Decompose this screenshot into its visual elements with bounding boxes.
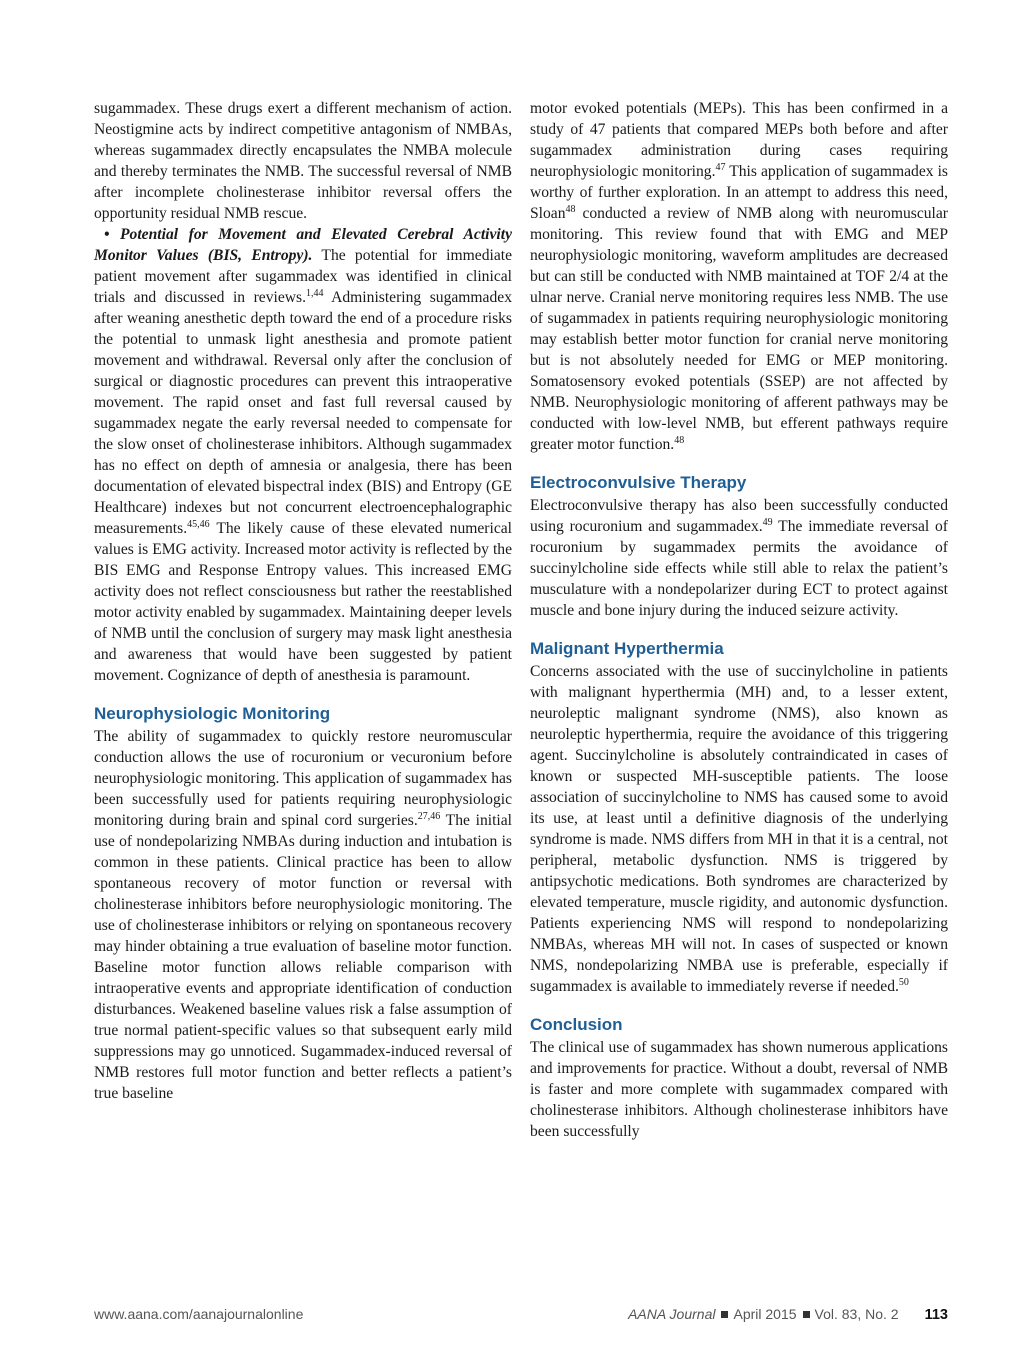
volume-info: Vol. 83, No. 2 <box>814 1306 899 1322</box>
paragraph: The clinical use of sugammadex has shown numerous applications and improvements for practice. Without a doubt, reversal of NMB is faster and more complete with sugammadex compared with cholinesterase inhibitors. Although cholinesterase inhibitors have been successfully <box>530 1039 948 1140</box>
citation: 49 <box>762 517 773 528</box>
paragraph: motor evoked potentials (MEPs). This has been confirmed in a study of 47 patients that compared MEPs both before and after sugammadex administration during cases requiring neurophysiologic monitoring.$^{47}$ This application of sugammadex is worthy of further exploration. In an attempt to address this need, Sloan$^{48}$ conducted a review of NMB along with neuromuscular monitoring. This review found that with EMG and MEP neurophysiologic monitoring, waveform amplitudes are decreased but can still be conducted with NMB maintained at TOF 2/4 at the ulnar nerve. Cranial nerve monitoring requires less NMB. The use of sugammadex in patients requiring neurophysiologic monitoring may establish better motor function for cranial nerve monitoring but is not absolutely needed for EMG or MEP monitoring. Somatosensory evoked potentials (SSEP) are not affected by NMB. Neurophysiologic monitoring of afferent pathways may be conducted with low-level NMB, but efferent pathways require greater motor function.$^{48}$ <box>530 100 948 453</box>
square-bullet-icon <box>721 1311 728 1318</box>
journal-name: AANA Journal <box>628 1306 716 1322</box>
section-heading-conclusion: Conclusion <box>530 1015 623 1034</box>
citation: 48 <box>674 435 685 446</box>
section-heading-ect: Electroconvulsive Therapy <box>530 473 747 492</box>
paragraph: Concerns associated with the use of succinylcholine in patients with malignant hyperthermia (MH) and, to a lesser extent, neuroleptic malignant syndrome (NMS), also known as neuroleptic hyperthermia, require the avoidance of this triggering agent. Succinylcholine is absolutely contraindicated in cases of known or suspected MH-susceptible patients. The loose association of succinylcholine to NMS has caused some to avoid its use, at least until a definitive diagnosis of the underlying syndrome is made. NMS differs from MH in that it is a central, not peripheral, metabolic dysfunction. NMS is triggered by antipsychotic medications. Both syndromes are characterized by elevated temperature, muscle rigidity, and autonomic dysfunction. Patients experiencing NMS will respond to nondepolarizing NMBAs, whereas MH will not. In cases of suspected or known NMS, nondepolarizing NMBA use is preferable, especially if sugammadex is available to immediately reverse if needed.$^{50}$ <box>530 663 948 995</box>
citation: 1,44 <box>305 288 324 299</box>
citation: 45,46 <box>187 519 210 530</box>
citation: 27,46 <box>417 811 441 822</box>
bullet-paragraph: • Potential for Movement and Elevated Cerebral Activity Monitor Values (BIS, Entropy). The potential for immediate patient movement after sugammadex was identified in clinical trials and discussed in reviews.$^{1,44}$ Administering sugammadex after weaning anesthetic depth toward the end of a procedure risks the potential to unmask light anesthesia and promote patient movement and withdrawal. Reversal only after the conclusion of surgical or diagnostic procedures can prevent this intraoperative movement. The rapid onset and fast full reversal caused by sugammadex negate the early reversal needed to compensate for the slow onset of cholinesterase inhibitors. Although sugammadex has no effect on depth of amnesia or analgesia, there has been documentation of elevated bispectral index (BIS) and Entropy (GE Healthcare) indexes but not concurrent electroencephalographic measurements.$^{45,46}$ The likely cause of these elevated numerical values is EMG activity. Increased motor activity is reflected by the BIS EMG and Response Entropy values. This increased EMG activity does not reflect consciousness but rather the reestablished motor activity enabled by sugammadex. Maintaining deeper levels of NMB until the conclusion of surgery may mask light anesthesia and awareness that would have been suggested by patient movement. Cognizance of depth of anesthesia is paramount. <box>94 226 513 684</box>
right-column <box>530 98 948 1142</box>
citation: 47 <box>715 162 726 173</box>
section-heading-malignant-hyperthermia: Malignant Hyperthermia <box>530 639 724 658</box>
paragraph: The ability of sugammadex to quickly restore neuromuscular conduction allows the use of rocuronium or vecuronium before neurophysiologic monitoring. This application of sugammadex has been successfully used for patients requiring neurophysiologic monitoring during brain and spinal cord surgeries.$^{27,46}$ The initial use of nondepolarizing NMBAs during induction and intubation is common in these patients. Clinical practice has been to allow spontaneous recovery of motor function or reversal with cholinesterase inhibitors before neurophysiologic monitoring. The use of cholinesterase inhibitors or relying on spontaneous recovery may hinder obtaining a true evaluation of baseline motor function. Baseline motor function allows reliable comparison with intraoperative events and appropriate identification of conduction disturbances. Weakened baseline values risk a false assumption of true normal patient-specific values so that subsequent early mild suppressions may go unnoticed. Sugammadex-induced reversal of NMB restores full motor function and better reflects a patient’s true baseline <box>94 728 513 1102</box>
issue-date: April 2015 <box>733 1306 797 1322</box>
bullet-title: • Potential for Movement and Elevated Cerebral Activity Monitor Values (BIS, Entropy). <box>94 226 512 264</box>
section-heading-neurophysiologic: Neurophysiologic Monitoring <box>94 704 331 723</box>
paragraph: sugammadex. These drugs exert a different mechanism of action. Neostigmine acts by indirect competitive antagonism of NMBAs, whereas sugammadex directly encapsulates the NMBA molecule and thereby terminates the NMB. The successful reversal of NMB after incomplete cholinesterase inhibitor reversal offers the opportunity residual NMB rescue. <box>94 100 512 222</box>
page-number: 113 <box>924 1307 948 1323</box>
citation: 50 <box>898 977 909 988</box>
footer-journal-info <box>628 1304 948 1324</box>
footer-url[interactable]: www.aana.com/aanajournalonline <box>94 1306 304 1322</box>
paragraph: Electroconvulsive therapy has also been successfully conducted using rocuronium and sugammadex.$^{49}$ The immediate reversal of rocuronium by sugammadex permits the avoidance of succinylcholine side effects while still able to relax the patient’s musculature with a nondepolarizer during ECT to protect against muscle and bone injury during the induced seizure activity. <box>530 497 948 619</box>
left-column <box>94 98 512 1104</box>
square-bullet-icon <box>803 1311 810 1318</box>
citation: 48 <box>565 204 576 215</box>
